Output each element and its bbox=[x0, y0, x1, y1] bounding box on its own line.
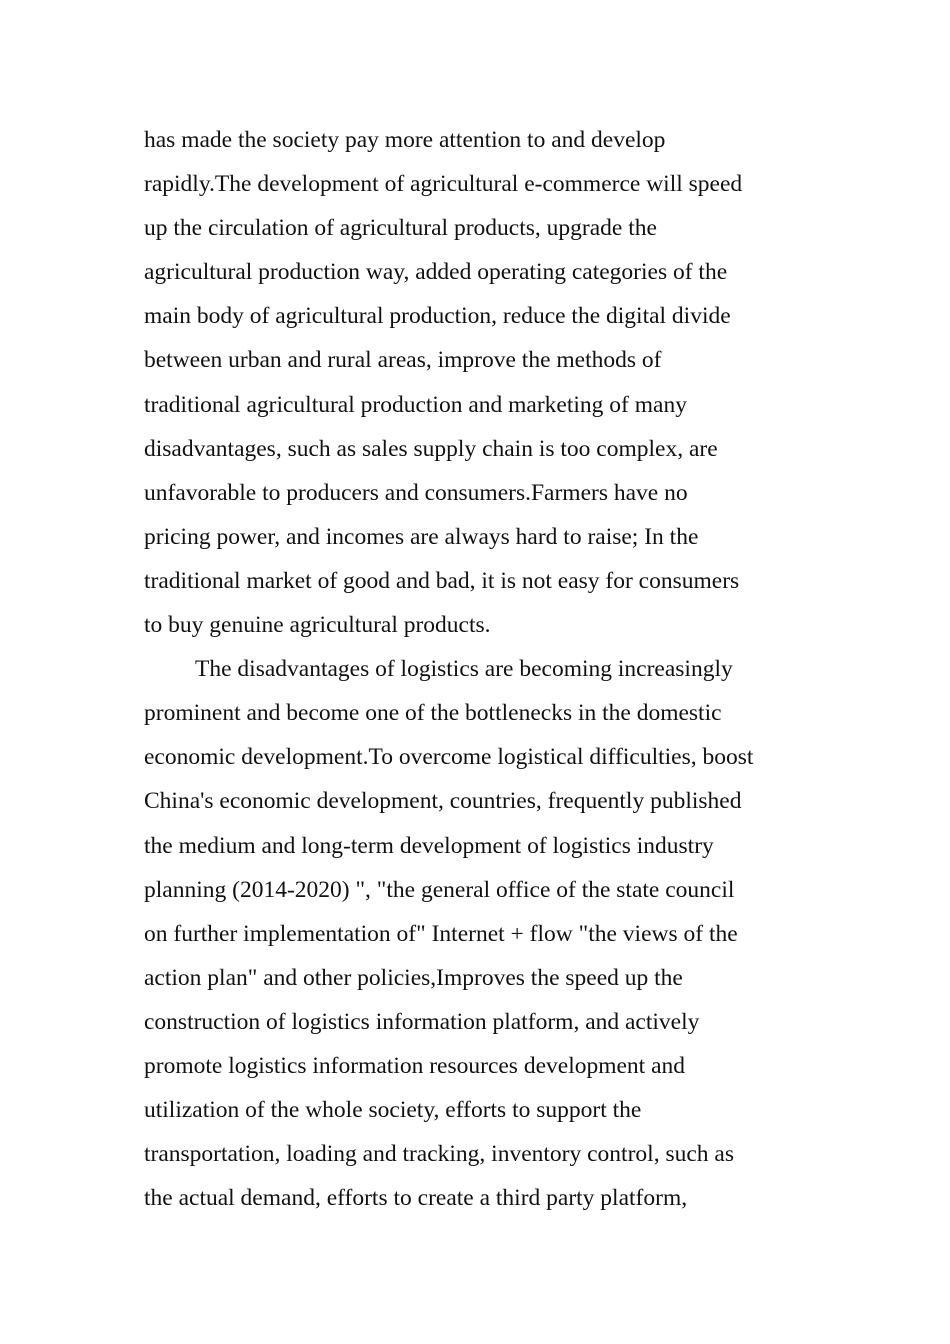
text-line: unfavorable to producers and consumers.Farmers have no bbox=[144, 479, 688, 506]
text-line: transportation, loading and tracking, inventory control, such as bbox=[144, 1141, 734, 1168]
text-line: planning (2014-2020) ", "the general office of the state council bbox=[144, 876, 735, 903]
text-line: pricing power, and incomes are always hard to raise; In the bbox=[144, 523, 699, 550]
text-line: China's economic development, countries, frequently published bbox=[144, 788, 742, 815]
text-line: on further implementation of" Internet + flow "the views of the bbox=[144, 920, 738, 947]
text-line: has made the society pay more attention to and develop bbox=[144, 127, 666, 153]
text-line: the medium and long-term development of logistics industry bbox=[144, 832, 714, 859]
text-line: promote logistics information resources development and bbox=[144, 1052, 686, 1079]
text-line: utilization of the whole society, efforts to support the bbox=[144, 1097, 642, 1124]
text-line: traditional agricultural production and marketing of many bbox=[144, 391, 687, 418]
text-line: main body of agricultural production, reduce the digital divide bbox=[144, 303, 731, 330]
text-line: traditional market of good and bad, it is not easy for consumers bbox=[144, 567, 740, 594]
text-line: action plan" and other policies,Improves the speed up the bbox=[144, 964, 683, 991]
text-line: agricultural production way, added operating categories of the bbox=[144, 259, 728, 286]
text-line: rapidly.The development of agricultural e-commerce will speed bbox=[144, 171, 743, 198]
text-line: up the circulation of agricultural products, upgrade the bbox=[144, 215, 657, 242]
body-text bbox=[144, 118, 808, 1220]
text-line: the actual demand, efforts to create a third party platform, bbox=[144, 1185, 688, 1212]
text-line: disadvantages, such as sales supply chain is too complex, are bbox=[144, 435, 718, 462]
paragraph-start-line: The disadvantages of logistics are becoming increasingly bbox=[195, 656, 733, 683]
text-line: prominent and become one of the bottlenecks in the domestic bbox=[144, 700, 722, 727]
text-line: construction of logistics information platform, and actively bbox=[144, 1008, 700, 1035]
text-line: economic development.To overcome logistical difficulties, boost bbox=[144, 744, 754, 771]
text-line: to buy genuine agricultural products. bbox=[144, 612, 491, 639]
text-line: between urban and rural areas, improve the methods of bbox=[144, 347, 662, 374]
